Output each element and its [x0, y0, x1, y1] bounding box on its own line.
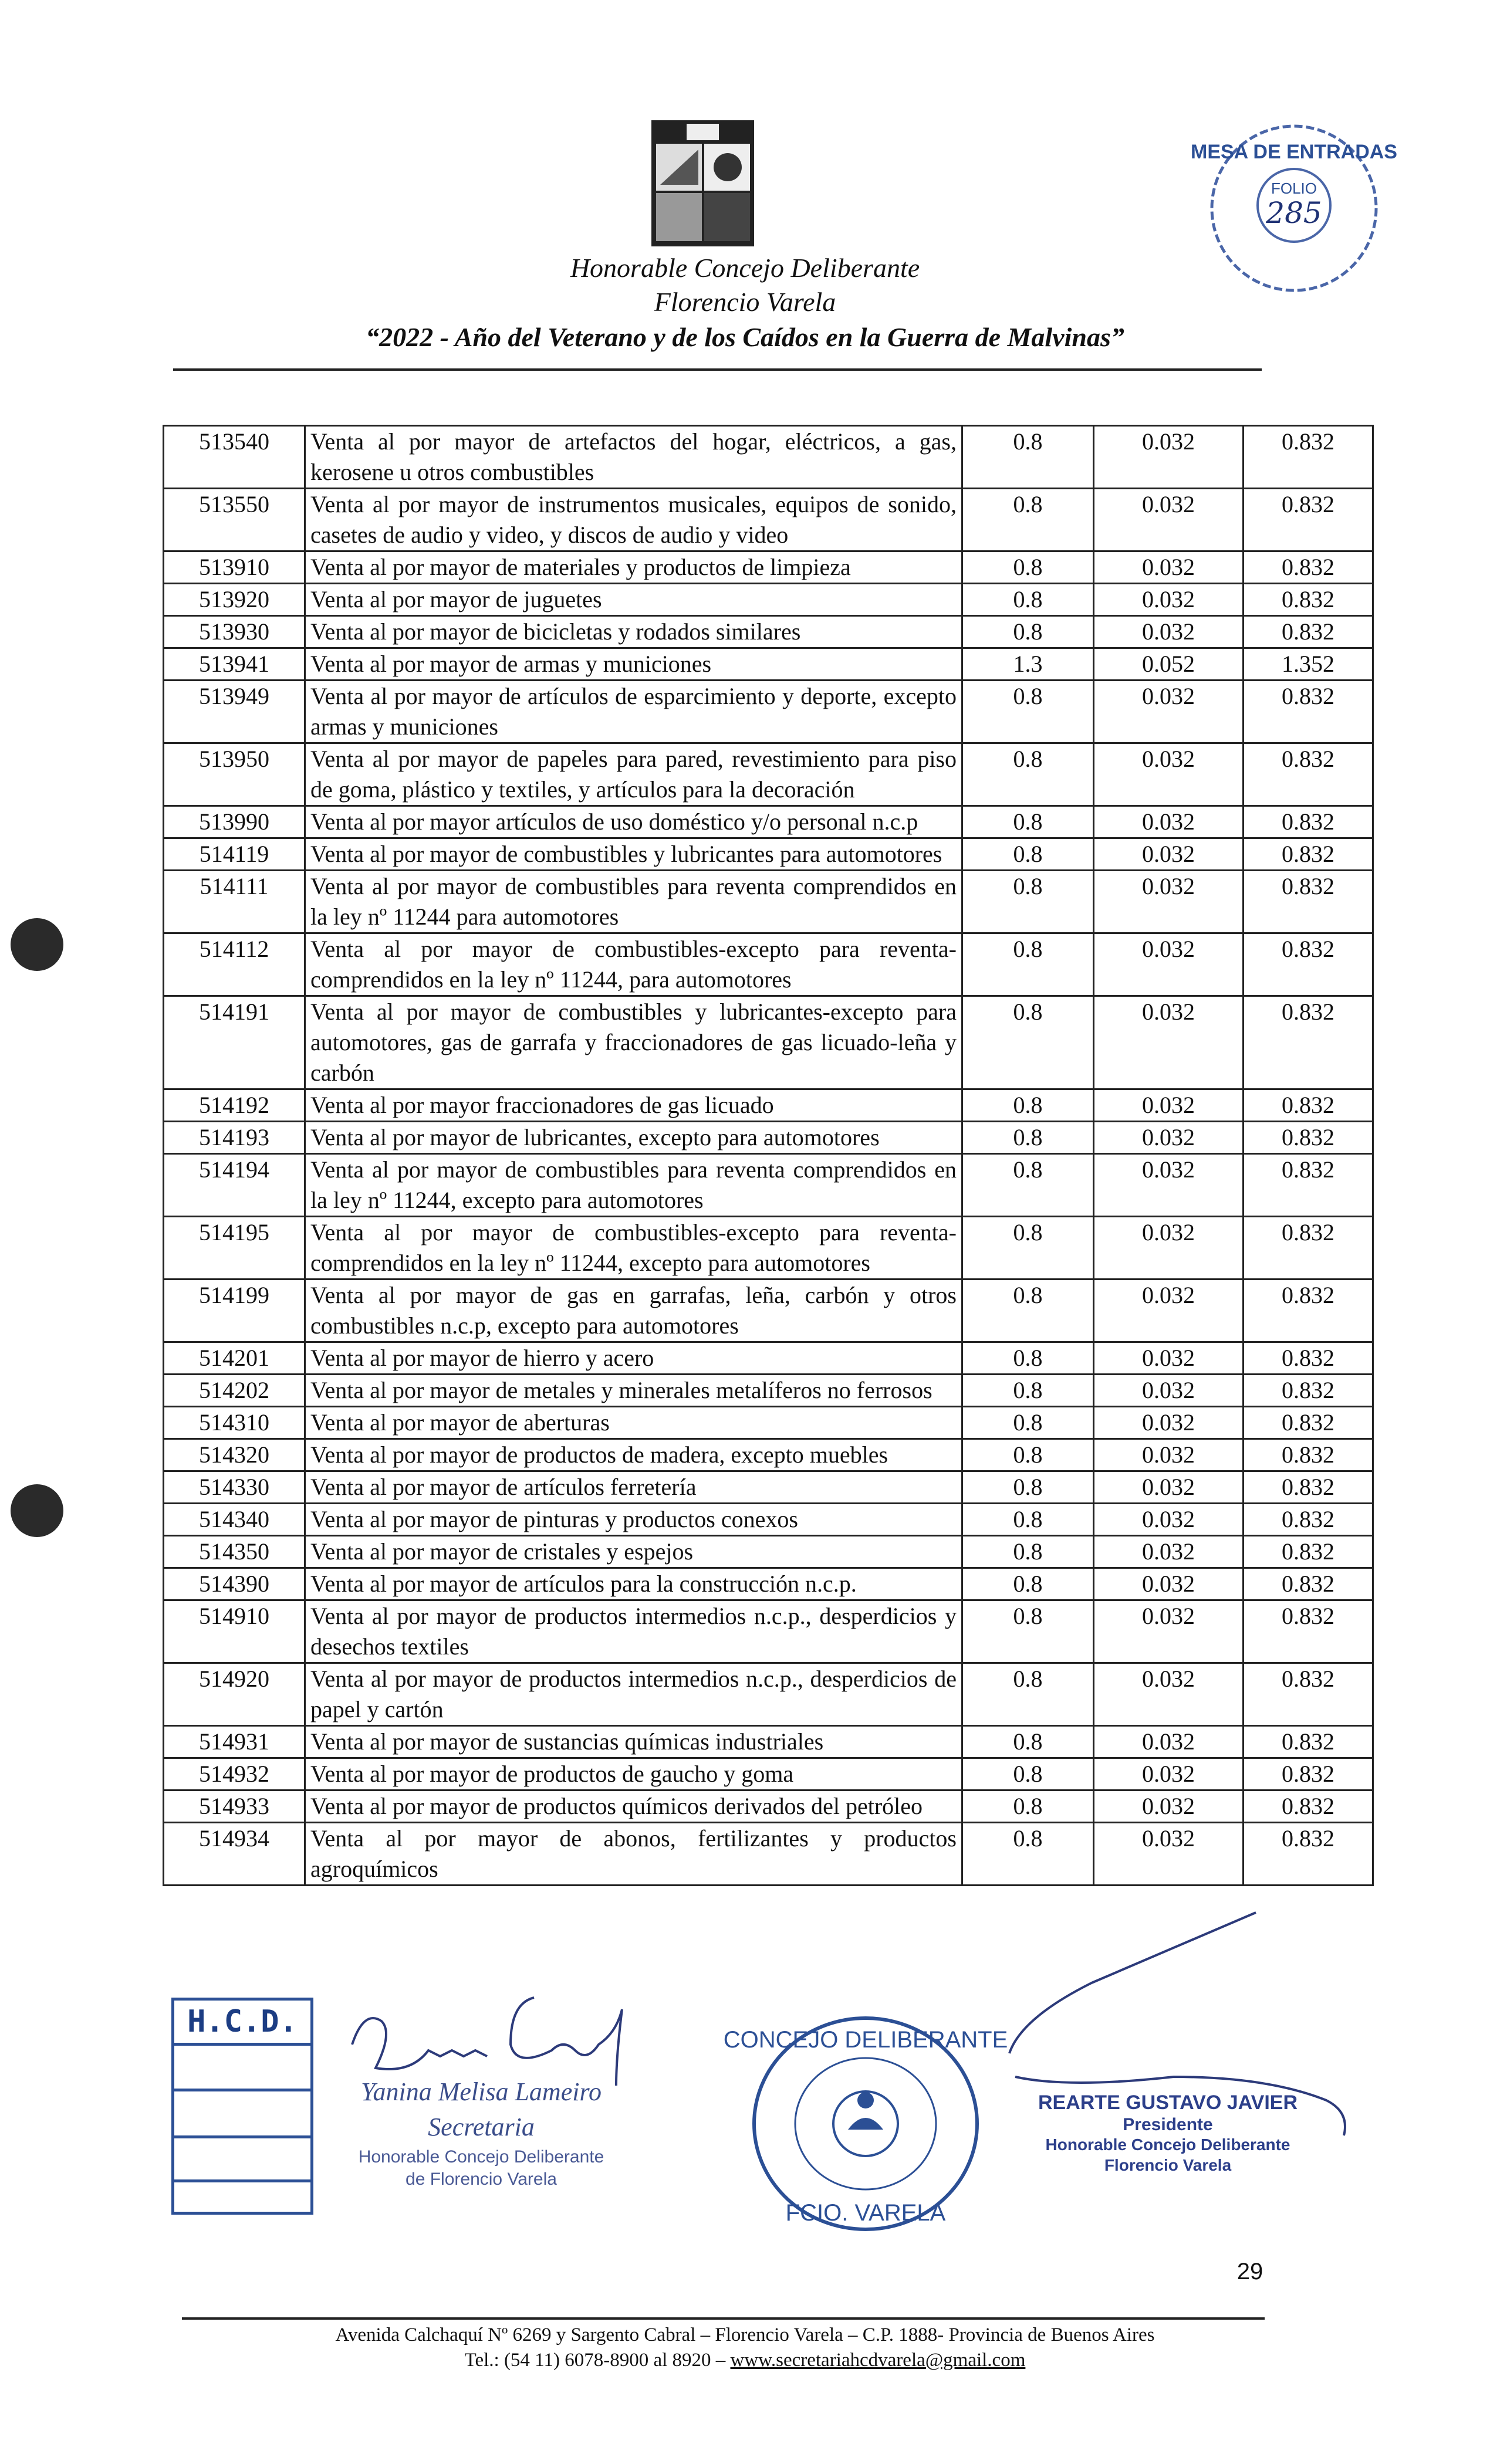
total-rate-cell: 0.832 [1244, 933, 1373, 996]
activity-description-cell: Venta al por mayor de abonos, fertilizantes y productos agroquímicos [305, 1823, 962, 1886]
table-row [164, 1791, 1373, 1823]
activity-description-cell: Venta al por mayor de pinturas y productos conexos [305, 1504, 962, 1536]
activity-code-cell: 514193 [164, 1122, 305, 1154]
activity-description-cell: Venta al por mayor de materiales y productos de limpieza [305, 551, 962, 584]
table-row [164, 1342, 1373, 1375]
total-rate-cell: 0.832 [1244, 1342, 1373, 1375]
total-rate-cell: 0.832 [1244, 1280, 1373, 1342]
surcharge-cell: 0.032 [1094, 1726, 1244, 1758]
punch-hole [11, 918, 63, 971]
rate-cell: 0.8 [962, 1568, 1094, 1600]
rate-cell: 0.8 [962, 1122, 1094, 1154]
rate-cell: 0.8 [962, 1217, 1094, 1280]
total-rate-cell: 0.832 [1244, 806, 1373, 838]
table-row [164, 584, 1373, 616]
rate-cell: 0.8 [962, 1089, 1094, 1122]
activity-description-cell: Venta al por mayor de instrumentos musicales, equipos de sonido, casetes de audio y video, y discos de audio y video [305, 489, 962, 551]
activity-description-cell: Venta al por mayor de productos intermedios n.c.p., desperdicios de papel y cartón [305, 1663, 962, 1726]
activity-description-cell: Venta al por mayor de combustibles para reventa comprendidos en la ley nº 11244, excepto para automotores [305, 1154, 962, 1217]
activity-code-cell: 513990 [164, 806, 305, 838]
total-rate-cell: 0.832 [1244, 1504, 1373, 1536]
activity-code-cell: 514192 [164, 1089, 305, 1122]
activity-description-cell: Venta al por mayor de combustibles y lubricantes-excepto para automotores, gas de garrafa y fraccionadores de gas licuado-leña y carbón [305, 996, 962, 1089]
activity-description-cell: Venta al por mayor de artículos para la construcción n.c.p. [305, 1568, 962, 1600]
table-row [164, 1504, 1373, 1536]
activity-description-cell: Venta al por mayor de artefactos del hogar, eléctricos, a gas, kerosene u otros combustibles [305, 426, 962, 489]
footer-contact [0, 2350, 1490, 2371]
rate-cell: 0.8 [962, 933, 1094, 996]
svg-text:FCIO. VARELA: FCIO. VARELA [785, 2200, 946, 2226]
activity-description-cell: Venta al por mayor de productos químicos derivados del petróleo [305, 1791, 962, 1823]
svg-text:MESA DE ENTRADAS: MESA DE ENTRADAS [1191, 141, 1397, 163]
activity-description-cell: Venta al por mayor de lubricantes, excepto para automotores [305, 1122, 962, 1154]
total-rate-cell: 0.832 [1244, 1758, 1373, 1791]
total-rate-cell: 0.832 [1244, 1122, 1373, 1154]
page-number: 29 [1236, 2259, 1263, 2284]
municipal-crest-icon [646, 114, 760, 252]
total-rate-cell: 0.832 [1244, 1600, 1373, 1663]
activity-code-cell: 514194 [164, 1154, 305, 1217]
rate-cell: 0.8 [962, 743, 1094, 806]
total-rate-cell: 0.832 [1244, 1439, 1373, 1471]
total-rate-cell: 0.832 [1244, 871, 1373, 933]
activity-description-cell: Venta al por mayor de combustibles-excepto para reventa-comprendidos en la ley nº 11244, para automotores [305, 933, 962, 996]
table-row [164, 1758, 1373, 1791]
president-org-line2: Florencio Varela [1104, 2156, 1232, 2174]
rate-cell: 0.8 [962, 1758, 1094, 1791]
activity-code-cell: 514934 [164, 1823, 305, 1886]
total-rate-cell: 1.352 [1244, 648, 1373, 681]
table-row [164, 1375, 1373, 1407]
activity-description-cell: Venta al por mayor de hierro y acero [305, 1342, 962, 1375]
table-row [164, 1280, 1373, 1342]
surcharge-cell: 0.032 [1094, 551, 1244, 584]
activity-code-cell: 514390 [164, 1568, 305, 1600]
table-row [164, 806, 1373, 838]
activity-description-cell: Venta al por mayor de armas y municiones [305, 648, 962, 681]
activity-description-cell: Venta al por mayor de productos de gaucho y goma [305, 1758, 962, 1791]
activity-code-cell: 513910 [164, 551, 305, 584]
activity-code-cell: 514199 [164, 1280, 305, 1342]
total-rate-cell: 0.832 [1244, 1823, 1373, 1886]
table-row [164, 1089, 1373, 1122]
surcharge-cell: 0.032 [1094, 1342, 1244, 1375]
activity-code-cell: 514201 [164, 1342, 305, 1375]
secretary-org-line2: de Florencio Varela [406, 2169, 557, 2189]
total-rate-cell: 0.832 [1244, 1791, 1373, 1823]
activity-code-cell: 513930 [164, 616, 305, 648]
table-row [164, 489, 1373, 551]
surcharge-cell: 0.032 [1094, 1663, 1244, 1726]
header-divider [173, 368, 1262, 371]
activity-code-cell: 514932 [164, 1758, 305, 1791]
total-rate-cell: 0.832 [1244, 1663, 1373, 1726]
total-rate-cell: 0.832 [1244, 838, 1373, 871]
table-row [164, 996, 1373, 1089]
secretary-signature-icon [340, 1986, 646, 2091]
activity-description-cell: Venta al por mayor de combustibles para reventa comprendidos en la ley nº 11244 para automotores [305, 871, 962, 933]
surcharge-cell: 0.032 [1094, 1439, 1244, 1471]
president-role: Presidente [1123, 2115, 1213, 2134]
surcharge-cell: 0.032 [1094, 1154, 1244, 1217]
hcd-box-row [174, 2179, 310, 2182]
surcharge-cell: 0.032 [1094, 743, 1244, 806]
total-rate-cell: 0.832 [1244, 681, 1373, 743]
table-row [164, 1726, 1373, 1758]
activity-code-cell: 513949 [164, 681, 305, 743]
activity-code-cell: 514931 [164, 1726, 305, 1758]
activity-code-cell: 514111 [164, 871, 305, 933]
table-row [164, 1471, 1373, 1504]
activity-description-cell: Venta al por mayor de metales y minerales metalíferos no ferrosos [305, 1375, 962, 1407]
table-row [164, 743, 1373, 806]
president-org-line1: Honorable Concejo Deliberante [1045, 2135, 1290, 2154]
footer-phone: Tel.: (54 11) 6078-8900 al 8920 – [464, 2350, 726, 2371]
rate-cell: 0.8 [962, 426, 1094, 489]
hcd-box-row [174, 2089, 310, 2091]
activity-code-cell: 514910 [164, 1600, 305, 1663]
activity-code-cell: 514191 [164, 996, 305, 1089]
rate-cell: 0.8 [962, 584, 1094, 616]
total-rate-cell: 0.832 [1244, 996, 1373, 1089]
total-rate-cell: 0.832 [1244, 743, 1373, 806]
table-row [164, 1154, 1373, 1217]
hcd-box-title: H.C.D. [174, 2001, 310, 2046]
rate-cell: 0.8 [962, 616, 1094, 648]
rate-cell: 1.3 [962, 648, 1094, 681]
surcharge-cell: 0.032 [1094, 933, 1244, 996]
svg-text:FOLIO: FOLIO [1271, 180, 1317, 197]
activity-description-cell: Venta al por mayor de juguetes [305, 584, 962, 616]
surcharge-cell: 0.052 [1094, 648, 1244, 681]
year-motto: “2022 - Año del Veterano y de los Caídos en la Guerra de Malvinas” [366, 322, 1124, 352]
total-rate-cell: 0.832 [1244, 426, 1373, 489]
total-rate-cell: 0.832 [1244, 1726, 1373, 1758]
table-row [164, 551, 1373, 584]
activity-code-cell: 513950 [164, 743, 305, 806]
activity-code-cell: 514112 [164, 933, 305, 996]
table-row [164, 1600, 1373, 1663]
total-rate-cell: 0.832 [1244, 1471, 1373, 1504]
activity-code-cell: 514320 [164, 1439, 305, 1471]
total-rate-cell: 0.832 [1244, 1536, 1373, 1568]
table-row [164, 1568, 1373, 1600]
hcd-box-row [174, 2135, 310, 2138]
round-seal-icon [723, 2006, 1008, 2241]
activity-description-cell: Venta al por mayor de productos de madera, excepto muebles [305, 1439, 962, 1471]
rate-cell: 0.8 [962, 1375, 1094, 1407]
rate-cell: 0.8 [962, 681, 1094, 743]
surcharge-cell: 0.032 [1094, 871, 1244, 933]
surcharge-cell: 0.032 [1094, 1280, 1244, 1342]
rate-cell: 0.8 [962, 871, 1094, 933]
rate-cell: 0.8 [962, 1663, 1094, 1726]
total-rate-cell: 0.832 [1244, 1089, 1373, 1122]
footer-email-link[interactable]: www.secretariahcdvarela@gmail.com [730, 2350, 1026, 2371]
rate-cell: 0.8 [962, 1600, 1094, 1663]
rate-cell: 0.8 [962, 838, 1094, 871]
activity-code-cell: 513550 [164, 489, 305, 551]
surcharge-cell: 0.032 [1094, 806, 1244, 838]
table-row [164, 1823, 1373, 1886]
institution-name: Honorable Concejo Deliberante [570, 253, 920, 283]
secretary-role: Secretaria [428, 2113, 535, 2141]
rate-cell: 0.8 [962, 1342, 1094, 1375]
surcharge-cell: 0.032 [1094, 1217, 1244, 1280]
activity-description-cell: Venta al por mayor de papeles para pared, revestimiento para piso de goma, plástico y textiles, y artículos para la decoración [305, 743, 962, 806]
secretary-name: Yanina Melisa Lameiro [361, 2077, 602, 2106]
activity-description-cell: Venta al por mayor de combustibles y lubricantes para automotores [305, 838, 962, 871]
surcharge-cell: 0.032 [1094, 1791, 1244, 1823]
activity-description-cell: Venta al por mayor de sustancias químicas industriales [305, 1726, 962, 1758]
table-row [164, 1536, 1373, 1568]
table-row [164, 1217, 1373, 1280]
rate-cell: 0.8 [962, 996, 1094, 1089]
institution-city: Florencio Varela [654, 287, 836, 317]
total-rate-cell: 0.832 [1244, 1154, 1373, 1217]
entry-stamp-icon [1191, 117, 1397, 299]
activity-description-cell: Venta al por mayor de productos intermedios n.c.p., desperdicios y desechos textiles [305, 1600, 962, 1663]
table-row [164, 616, 1373, 648]
surcharge-cell: 0.032 [1094, 838, 1244, 871]
activity-description-cell: Venta al por mayor de cristales y espejos [305, 1536, 962, 1568]
rate-cell: 0.8 [962, 1536, 1094, 1568]
table-row [164, 1407, 1373, 1439]
activity-code-cell: 513920 [164, 584, 305, 616]
table-row [164, 681, 1373, 743]
rate-cell: 0.8 [962, 1504, 1094, 1536]
surcharge-cell: 0.032 [1094, 584, 1244, 616]
activity-description-cell: Venta al por mayor de gas en garrafas, leña, carbón y otros combustibles n.c.p, excepto para automotores [305, 1280, 962, 1342]
total-rate-cell: 0.832 [1244, 489, 1373, 551]
total-rate-cell: 0.832 [1244, 1375, 1373, 1407]
rate-cell: 0.8 [962, 1154, 1094, 1217]
total-rate-cell: 0.832 [1244, 1217, 1373, 1280]
hcd-box [171, 1998, 313, 2215]
activity-code-cell: 514202 [164, 1375, 305, 1407]
punch-hole [11, 1484, 63, 1537]
total-rate-cell: 0.832 [1244, 1407, 1373, 1439]
surcharge-cell: 0.032 [1094, 616, 1244, 648]
footer-address: Avenida Calchaquí Nº 6269 y Sargento Cabral – Florencio Varela – C.P. 1888- Provincia de Buenos Aires [335, 2324, 1155, 2345]
surcharge-cell: 0.032 [1094, 1536, 1244, 1568]
total-rate-cell: 0.832 [1244, 551, 1373, 584]
surcharge-cell: 0.032 [1094, 1504, 1244, 1536]
surcharge-cell: 0.032 [1094, 1407, 1244, 1439]
surcharge-cell: 0.032 [1094, 1122, 1244, 1154]
table-row [164, 871, 1373, 933]
footer-divider [182, 2317, 1265, 2320]
activity-description-cell: Venta al por mayor de aberturas [305, 1407, 962, 1439]
rate-cell: 0.8 [962, 551, 1094, 584]
activity-code-cell: 514310 [164, 1407, 305, 1439]
surcharge-cell: 0.032 [1094, 426, 1244, 489]
activity-description-cell: Venta al por mayor fraccionadores de gas licuado [305, 1089, 962, 1122]
surcharge-cell: 0.032 [1094, 996, 1244, 1089]
svg-text:CONCEJO DELIBERANTE: CONCEJO DELIBERANTE [723, 2027, 1008, 2053]
rate-cell: 0.8 [962, 1439, 1094, 1471]
activity-code-cell: 513941 [164, 648, 305, 681]
table-row [164, 648, 1373, 681]
rate-cell: 0.8 [962, 489, 1094, 551]
surcharge-cell: 0.032 [1094, 1471, 1244, 1504]
activity-description-cell: Venta al por mayor de bicicletas y rodados similares [305, 616, 962, 648]
activity-code-cell: 514195 [164, 1217, 305, 1280]
table-row [164, 1122, 1373, 1154]
activity-description-cell: Venta al por mayor artículos de uso doméstico y/o personal n.c.p [305, 806, 962, 838]
activity-code-cell: 514933 [164, 1791, 305, 1823]
rate-cell: 0.8 [962, 1280, 1094, 1342]
rate-cell: 0.8 [962, 1407, 1094, 1439]
activity-code-cell: 514340 [164, 1504, 305, 1536]
total-rate-cell: 0.832 [1244, 616, 1373, 648]
rate-cell: 0.8 [962, 1823, 1094, 1886]
table-row [164, 1663, 1373, 1726]
surcharge-cell: 0.032 [1094, 1600, 1244, 1663]
table-row [164, 1439, 1373, 1471]
total-rate-cell: 0.832 [1244, 584, 1373, 616]
table-row [164, 838, 1373, 871]
rate-cell: 0.8 [962, 1726, 1094, 1758]
svg-text:285: 285 [1266, 196, 1322, 230]
activity-code-cell: 514330 [164, 1471, 305, 1504]
table-row [164, 426, 1373, 489]
rate-cell: 0.8 [962, 806, 1094, 838]
total-rate-cell: 0.832 [1244, 1568, 1373, 1600]
surcharge-cell: 0.032 [1094, 1568, 1244, 1600]
activity-code-cell: 514119 [164, 838, 305, 871]
surcharge-cell: 0.032 [1094, 1823, 1244, 1886]
activity-description-cell: Venta al por mayor de artículos de esparcimiento y deporte, excepto armas y municiones [305, 681, 962, 743]
secretary-org-line1: Honorable Concejo Deliberante [358, 2147, 604, 2167]
rate-cell: 0.8 [962, 1471, 1094, 1504]
surcharge-cell: 0.032 [1094, 1375, 1244, 1407]
activity-code-cell: 514350 [164, 1536, 305, 1568]
surcharge-cell: 0.032 [1094, 681, 1244, 743]
activity-code-cell: 514920 [164, 1663, 305, 1726]
rate-cell: 0.8 [962, 1791, 1094, 1823]
surcharge-cell: 0.032 [1094, 489, 1244, 551]
president-name: REARTE GUSTAVO JAVIER [1038, 2091, 1298, 2114]
activity-code-cell: 513540 [164, 426, 305, 489]
table-row [164, 933, 1373, 996]
activity-description-cell: Venta al por mayor de artículos ferretería [305, 1471, 962, 1504]
surcharge-cell: 0.032 [1094, 1758, 1244, 1791]
activity-rates-table [163, 425, 1374, 1886]
surcharge-cell: 0.032 [1094, 1089, 1244, 1122]
activity-description-cell: Venta al por mayor de combustibles-excepto para reventa-comprendidos en la ley nº 11244, excepto para automotores [305, 1217, 962, 1280]
